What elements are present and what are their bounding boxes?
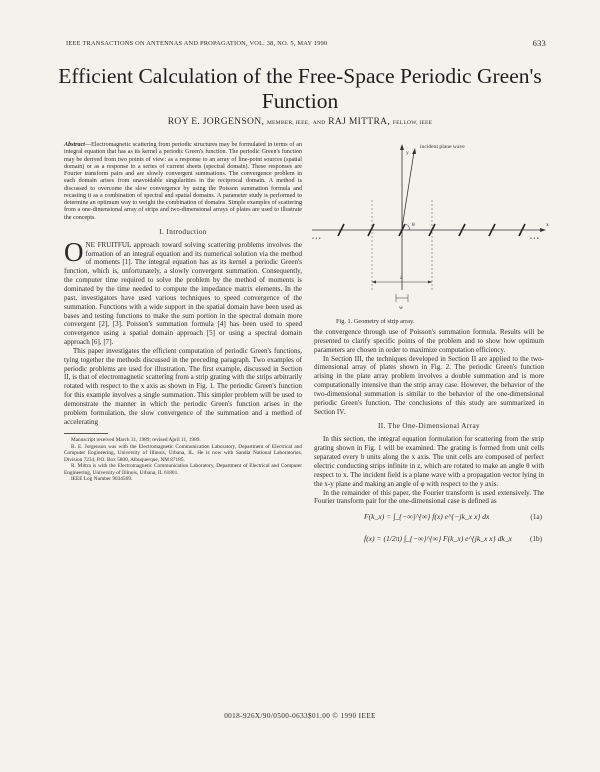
author-conjunction: AND	[312, 120, 326, 126]
intro-paragraph-1-text: NE FRUITFUL approach toward solving scattering problems involves the formation of an integral equation and its numerical solution via the method of moments [1]. The integral equation has as its kernel a periodic Green's function, which is, unfortunately, a slowly convergent summation. Consequently, the computer time required to solve the problem by the method of moments is dominated by the time needed to compute the impedance matrix elements. In the past, investigators have used various techniques to speed convergence of the summation. Functions with a wide support in the spatial domain have been used as bases and testing functions to make the sum portion in the spectral domain more convergent [2], [3]. Poisson's summation formula [4] has been used to speed convergence using a spatial domain approach [5] or using a spectral domain approach [6], [7].	[64, 240, 302, 347]
right-paragraph-3: In this section, the integral equation formulation for scattering from the strip grating shown in Fig. 1 will be examined. The grating is formed from unit cells separated every b units along the x axis. The unit cells are composed of perfect electric conducting strips infinite in z, which are rotated to make an angle θ with respect to x. The incident field is a plane wave with a propagation vector lying in the x-y plane and making an angle of φ with respect to the y axis.	[314, 435, 544, 488]
author-2-name: RAJ MITTRA,	[328, 116, 391, 127]
abstract	[64, 142, 302, 222]
author-1-name: ROY E. JORGENSON,	[167, 116, 265, 127]
period-dimension-arrowhead-left	[372, 281, 376, 284]
x-axis-label: x	[546, 222, 549, 228]
footnote-author-1: R. E. Jorgenson was with the Electromagnetic Communication Laboratory, Department of Electrical and Computer Engineering, University of Illinois, Urbana, IL. He is now with Sandia National Laboratories, Division 7234, P.O. Box 5800, Albuquerque, NM 87185.	[64, 443, 302, 463]
equation-1a-body: F(k_x) = ∫_{−∞}^{∞} f(x) e^{−jk_x x} dx	[364, 512, 490, 522]
drop-cap: O	[64, 236, 84, 267]
strip-array-diagram	[306, 140, 556, 320]
footnote-received: Manuscript received March 31, 1989; revised April 11, 1989.	[71, 437, 201, 444]
right-paragraph-4: In the remainder of this paper, the Fourier transform is used extensively. The Fourier transform pair for the one-dimensional case is defined as	[314, 488, 544, 506]
author-2-grade: FELLOW, IEEE	[392, 120, 433, 126]
x-axis-arrowhead	[540, 228, 546, 232]
abstract-text: —Electromagnetic scattering from periodic structures may be formulated in terms of an integral equation that has as its kernel a periodic Green's function. The periodic Green's function may be derived from two points of view: as a response to an array of line-point sources (spatial domain) or as a response to a series of current sheets (spectral domain). These responses are Fourier transform pairs and are slowly convergent summations. The convergence problem in each domain arises from unavoidable singularities in the reciprocal domain. A method is discussed to overcome the slow convergence by using the Poisson summation formula and recasting it as a combination of spectral and spatial domains. A parameter study is performed to determine an optimum way to weight the combination of domains. Simple examples of scattering from a one-dimensional array of strips and two-dimensional arrays of plates are used to illustrate the concepts.	[64, 142, 302, 221]
author-1-grade: MEMBER, IEEE,	[266, 120, 311, 126]
copyright-line: 0018-926X/90/0500-0633$01.00 © 1990 IEEE	[224, 712, 376, 720]
equation-1a-number: (1a)	[530, 513, 542, 522]
equation-1a	[314, 506, 544, 528]
y-axis-label: y	[406, 150, 409, 156]
abstract-lead: Abstract	[64, 142, 85, 148]
angle-arc	[406, 224, 410, 230]
period-label: a	[400, 275, 403, 281]
footnote-rule	[64, 433, 108, 434]
intro-paragraph-1	[64, 236, 302, 347]
footnotes	[64, 437, 302, 482]
incident-wave-label: incident plane wave	[420, 144, 465, 150]
period-dimension-arrowhead-right	[428, 281, 432, 284]
right-paragraph-2: In Section III, the techniques developed in Section II are applied to the two-dimensional array of plates shown in Fig. 2. The periodic Green's function arising in the plate array problem involves a double summation and is more computationally intensive than the strip array case. However, the behavior of the two-dimensional summation is similar to the behavior of the one-dimensional periodic Green's function. The conclusions of this study are summarized in Section IV.	[314, 354, 544, 416]
right-paragraph-continuation: the convergence through use of Poisson's summation formula. Results will be presented to clarify specific points of the problem and to show how optimum parameters are chosen in order to maximize computation efficiency.	[314, 328, 544, 354]
intro-paragraph-2: This paper investigates the efficient computation of periodic Green's functions, tying together the methods discussed in the preceding paragraph. Two examples of periodic problems are used for illustration. The first example, discussed in Section II, is that of electromagnetic scattering from a strip grating with the strips arbitrarily rotated with respect to the x axis as shown in Fig. 1. The periodic Green's function for this example involves a single summation. This simpler problem will be used to demonstrate the manner in which the periodic Green's function arises in the problem formulation, the slow convergence of the summation and a method of accelerating	[64, 346, 302, 426]
width-label: w	[399, 305, 404, 311]
equation-1b-body: f(x) = (1/2π) ∫_{−∞}^{∞} F(k_x) e^{jk_x x} dk_x	[364, 534, 512, 544]
angle-label: θ	[412, 222, 415, 228]
journal-header: IEEE TRANSACTIONS ON ANTENNAS AND PROPAGATION, VOL. 38, NO. 5, MAY 1990	[66, 40, 328, 47]
running-head	[66, 40, 546, 50]
section-heading-one-dimensional: II. The One-Dimensional Array	[377, 422, 481, 431]
left-column	[64, 142, 302, 482]
equation-1b	[314, 528, 544, 550]
equation-1b-number: (1b)	[530, 535, 542, 544]
figure-1-caption: Fig. 1. Geometry of strip array.	[336, 318, 415, 325]
ellipsis-right: • • •	[530, 236, 539, 242]
right-column	[314, 328, 544, 550]
page-number: 633	[532, 38, 546, 48]
ellipsis-left: • • •	[312, 236, 321, 242]
footnote-log-number: IEEE Log Number 9034569.	[71, 475, 133, 482]
incident-wave-arrowhead	[412, 148, 416, 154]
paper-title: Efficient Calculation of the Free-Space Periodic Green's Function	[58, 64, 542, 113]
footnote-author-2: R. Mittra is with the Electromagnetic Communication Laboratory, Department of Electrical and Computer Engineering, University of Illinois, Urbana, IL 61801.	[64, 463, 302, 476]
figure-1	[306, 140, 556, 320]
section-heading-introduction: I. Introduction	[159, 227, 207, 236]
incident-wave-line	[402, 152, 414, 228]
y-axis-arrowhead	[400, 144, 404, 150]
author-line	[40, 116, 560, 127]
